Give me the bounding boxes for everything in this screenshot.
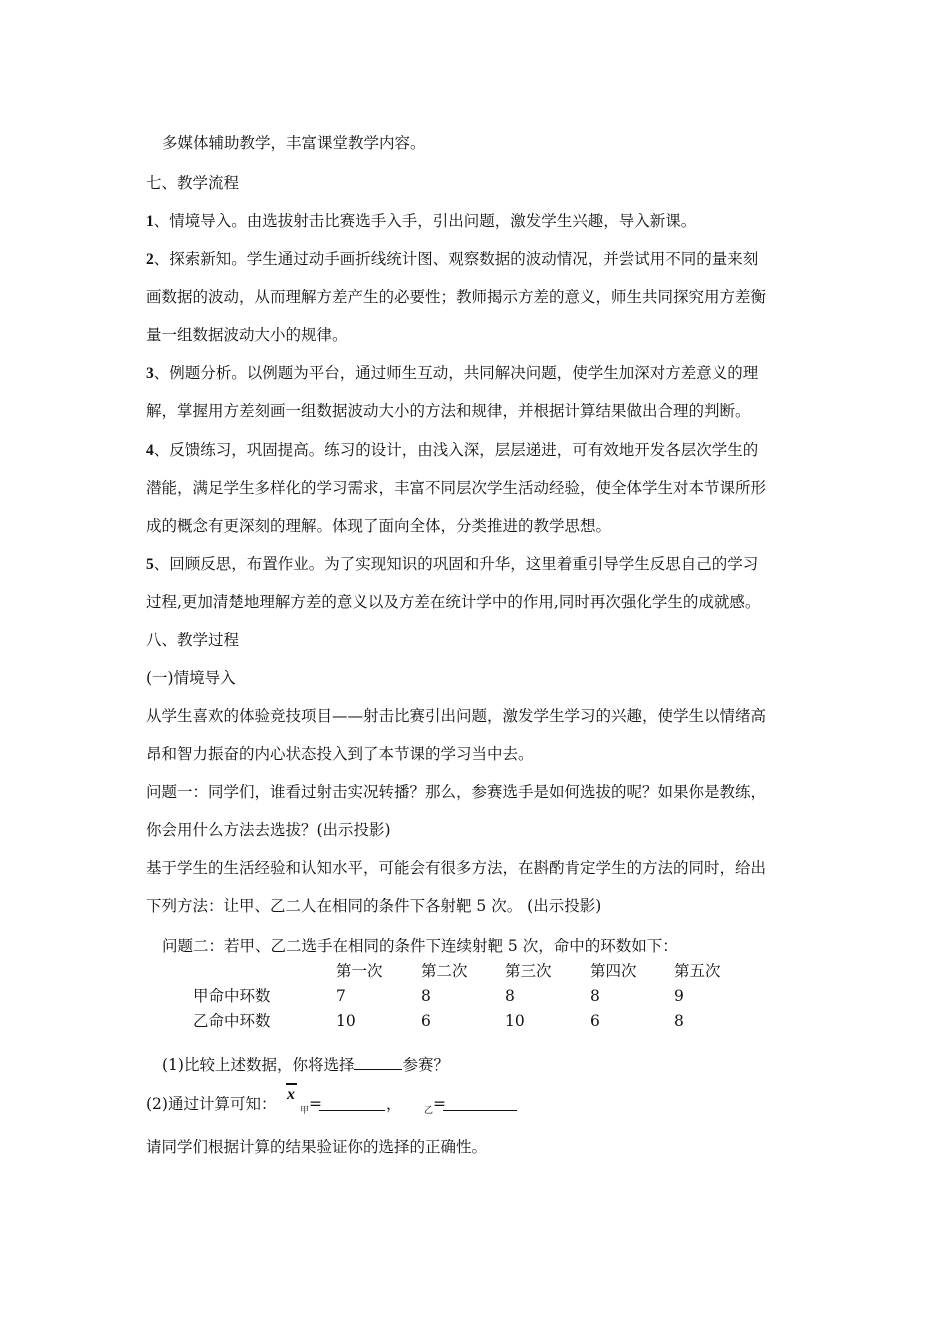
table-cell: 8 (421, 987, 431, 1005)
mean-bar-line (286, 1083, 297, 1085)
equals-sign: = (433, 1095, 446, 1113)
subscript-yi: 乙 (424, 1106, 434, 1116)
item-number: 1 (146, 213, 154, 230)
table-cell: 10 (336, 1012, 356, 1030)
paragraph: 昂和智力振奋的内心状态投入到了本节课的学习当中去。 (146, 745, 534, 763)
flow-item-5-cont: 过程,更加清楚地理解方差的意义以及方差在统计学中的作用,同时再次强化学生的成就感。 (146, 593, 761, 611)
flow-item-2-cont: 量一组数据波动大小的规律。 (146, 326, 348, 344)
comma: ， (386, 1095, 402, 1113)
item-number: 3 (146, 365, 154, 382)
table-header: 第四次 (590, 962, 637, 980)
item-number: 2 (146, 251, 154, 268)
question-part-1 (162, 1053, 449, 1075)
subscript-jia: 甲 (300, 1106, 310, 1116)
item-text: 、例题分析。以例题为平台，通过师生互动，共同解决问题，使学生加深对方差意义的理 (153, 364, 759, 382)
table-header: 第五次 (674, 962, 721, 980)
question-one: 问题一：同学们，谁看过射击实况转播？那么，参赛选手是如何选拔的呢？如果你是教练， (146, 783, 767, 801)
paragraph: 基于学生的生活经验和认知水平，可能会有很多方法，在斟酌肯定学生的方法的同时，给出 (146, 859, 767, 877)
item-number: 5 (146, 556, 154, 573)
table-cell: 10 (505, 1012, 525, 1030)
section8-heading: 八、教学过程 (146, 631, 240, 649)
table-cell: 6 (590, 1012, 600, 1030)
mean-x-symbol: x (287, 1086, 295, 1103)
table-cell: 8 (674, 1012, 684, 1030)
table-cell: 7 (336, 987, 346, 1005)
paragraph: 下列方法：让甲、乙二人在相同的条件下各射靶 5 次。 (出示投影) (146, 897, 602, 915)
flow-item-2 (146, 249, 758, 270)
row-label: 乙命中环数 (193, 1012, 271, 1030)
flow-item-3-cont: 解，掌握用方差刻画一组数据波动大小的方法和规律，并根据计算结果做出合理的判断。 (146, 402, 751, 420)
question-part-2: (2)通过计算可知： (146, 1095, 277, 1113)
part1-text: (1)比较上述数据，你将选择 (162, 1056, 355, 1074)
item-text: 、探索新知。学生通过动手画折线统计图、观察数据的波动情况，并尝试用不同的量来刻 (153, 250, 759, 268)
part1-text-after: 参赛？ (402, 1056, 449, 1074)
item-text: 、反馈练习，巩固提高。练习的设计，由浅入深，层层递进，可有效地开发各层次学生的 (153, 441, 759, 459)
item-number: 4 (146, 442, 154, 459)
table-cell: 8 (505, 987, 515, 1005)
table-cell: 9 (674, 987, 684, 1005)
sub-heading: (一)情境导入 (146, 669, 236, 687)
row-label: 甲命中环数 (193, 987, 271, 1005)
mean-jia-blank (319, 1094, 385, 1111)
table-header: 第一次 (336, 962, 383, 980)
question-two: 问题二：若甲、乙二选手在相同的条件下连续射靶 5 次，命中的环数如下： (162, 937, 678, 955)
equals-sign: = (309, 1095, 322, 1113)
answer-blank (354, 1053, 402, 1070)
flow-item-2-cont: 画数据的波动，从而理解方差产生的必要性；教师揭示方差的意义，师生共同探究用方差衡 (146, 288, 767, 306)
flow-item-4 (146, 440, 758, 461)
paragraph: 从学生喜欢的体验竞技项目——射击比赛引出问题，激发学生学习的兴趣，使学生以情绪高 (146, 707, 767, 725)
table-cell: 6 (421, 1012, 431, 1030)
table-header: 第二次 (421, 962, 468, 980)
table-cell: 8 (590, 987, 600, 1005)
flow-item-4-cont: 潜能，满足学生多样化的学习需求，丰富不同层次学生活动经验，使全体学生对本节课所形 (146, 479, 767, 497)
mean-yi-blank (443, 1094, 517, 1111)
flow-item-3 (146, 363, 758, 384)
intro-line: 多媒体辅助教学，丰富课堂教学内容。 (162, 134, 426, 152)
table-header: 第三次 (505, 962, 552, 980)
closing-line: 请同学们根据计算的结果验证你的选择的正确性。 (146, 1138, 488, 1156)
question-one: 你会用什么方法去选拔？(出示投影) (146, 821, 391, 839)
item-text: 、情境导入。由选拔射击比赛选手入手，引出问题，激发学生兴趣，导入新课。 (153, 212, 697, 230)
flow-item-1 (146, 211, 696, 232)
flow-item-4-cont: 成的概念有更深刻的理解。体现了面向全体，分类推进的教学思想。 (146, 517, 612, 535)
section7-heading: 七、教学流程 (146, 174, 240, 192)
item-text: 、回顾反思，布置作业。为了实现知识的巩固和升华，这里着重引导学生反思自己的学习 (153, 555, 759, 573)
flow-item-5 (146, 554, 758, 575)
